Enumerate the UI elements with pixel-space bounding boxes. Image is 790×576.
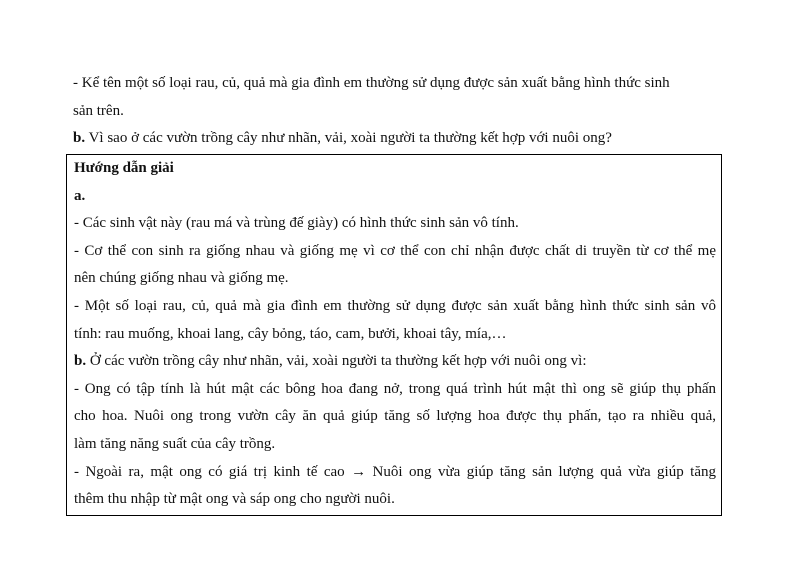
answer-heading [74,158,174,178]
answer-a3-line1: - Một số loại rau, củ, quả mà gia đình em thường sử dụng được sản xuất bằng hình thức sinh sản vô [74,298,716,314]
answer-b1-line1: - Ong có tập tính là hút mật các bông hoa đang nở, trong quá trình hút mật thì ong sẽ giúp thụ phấn [74,381,716,397]
question-b-label: b. [73,130,86,146]
question-line: sản trên. [73,103,124,119]
answer-b2-line1: - Ngoài ra, mật ong có giá trị kinh tế cao → Nuôi ong vừa giúp tăng sản lượng quả vừa giúp tăng [74,464,716,480]
answer-b2-line2: thêm thu nhập từ mật ong và sáp ong cho người nuôi. [74,491,395,507]
answer-a3-line2: tính: rau muống, khoai lang, cây bỏng, táo, cam, bưởi, khoai tây, mía,… [74,326,507,342]
question-b-text: Vì sao ở các vườn trồng cây như nhãn, vải, xoài người ta thường kết hợp với nuôi ong? [85,130,612,146]
answer-b1-line3: làm tăng năng suất của cây trồng. [74,436,276,452]
answer-b-intro [74,351,587,371]
answer-a-label [74,186,85,206]
answer-a2-line2: nên chúng giống nhau và giống mẹ. [74,270,289,286]
question-line: - Kể tên một số loại rau, củ, quả mà gia đình em thường sử dụng được sản xuất bằng hình thức sinh [73,75,670,91]
question-b [73,128,612,148]
answer-a1: - Các sinh vật này (rau má và trùng đế giày) có hình thức sinh sản vô tính. [74,215,519,231]
answer-heading-text: Hướng dẫn giải [74,160,174,176]
answer-b-label: b. [74,353,87,369]
answer-a2-line1: - Cơ thể con sinh ra giống nhau và giống mẹ vì cơ thể con chỉ nhận được chất di truyền từ cơ thể mẹ [74,243,716,259]
answer-b-intro-text: Ở các vườn trồng cây như nhãn, vải, xoài người ta thường kết hợp với nuôi ong vì: [86,353,587,369]
answer-box [66,154,722,516]
answer-b1-line2: cho hoa. Nuôi ong trong vườn cây ăn quả giúp tăng số lượng hoa được thụ phấn, tạo ra nhiều quả, [74,408,716,424]
answer-a-label-text: a. [74,188,86,204]
